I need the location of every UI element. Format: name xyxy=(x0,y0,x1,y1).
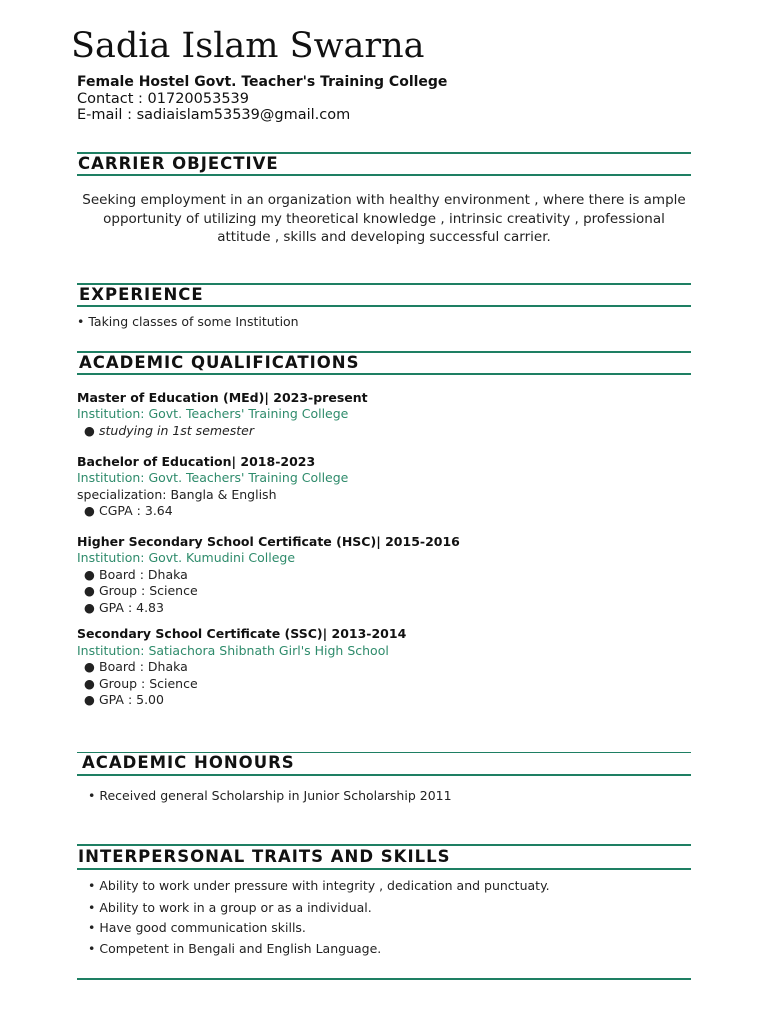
institution-ssc: Institution: Satiachora Shibnath Girl's High School xyxy=(77,643,389,658)
institution-bed: Institution: Govt. Teachers' Training College xyxy=(77,470,349,485)
section-title-experience: EXPERIENCE xyxy=(79,285,204,304)
list-item: ● studying in 1st semester xyxy=(84,423,254,438)
list-item: ● Group : Science xyxy=(84,676,198,691)
section-title-objective: CARRIER OBJECTIVE xyxy=(78,154,279,173)
experience-item: • Taking classes of some Institution xyxy=(77,314,299,329)
list-item: ● Board : Dhaka xyxy=(84,567,188,582)
objective-text: Seeking employment in an organization with healthy environment , where there is ample opportunity of utilizing my theoretical knowledge , intrinsic creativity , professional attitude , skills and developing successful carrier. xyxy=(82,192,686,245)
list-item: ● GPA : 4.83 xyxy=(84,600,164,615)
bullet-icon: ● xyxy=(84,583,95,598)
bullet-icon: ● xyxy=(84,503,95,518)
skill-item: • Ability to work in a group or as a individual. xyxy=(88,900,372,915)
institution-med: Institution: Govt. Teachers' Training College xyxy=(77,406,349,421)
degree-bed: Bachelor of Education| 2018-2023 xyxy=(77,454,316,469)
email-line: E-mail : sadiaislam53539@gmail.com xyxy=(77,107,351,123)
section-header-honours xyxy=(77,752,691,776)
bullet-icon: ● xyxy=(84,423,95,438)
bullet-icon: ● xyxy=(84,692,95,707)
section-title-academic: ACADEMIC QUALIFICATIONS xyxy=(79,353,360,372)
list-item: ● Group : Science xyxy=(84,583,198,598)
skill-item: • Competent in Bengali and English Language. xyxy=(88,941,382,956)
honours-item: • Received general Scholarship in Junior Scholarship 2011 xyxy=(88,788,452,803)
bullet-icon: ● xyxy=(84,567,95,582)
section-header-objective xyxy=(77,152,691,176)
contact-line: Contact : 01720053539 xyxy=(77,91,249,107)
section-header-academic xyxy=(77,351,691,375)
list-item: ● Board : Dhaka xyxy=(84,659,188,674)
skill-item: • Ability to work under pressure with integrity , dedication and punctuaty. xyxy=(88,878,550,893)
bullet-icon: ● xyxy=(84,676,95,691)
section-header-experience xyxy=(77,283,691,307)
bullet-icon: ● xyxy=(84,600,95,615)
section-title-honours: ACADEMIC HONOURS xyxy=(82,753,295,772)
section-title-skills: INTERPERSONAL TRAITS AND SKILLS xyxy=(78,847,451,866)
bottom-divider xyxy=(77,978,691,980)
section-header-skills xyxy=(77,844,691,870)
list-item: ● GPA : 5.00 xyxy=(84,692,164,707)
specialization-bed: specialization: Bangla & English xyxy=(77,487,277,502)
bullet-icon: ● xyxy=(84,659,95,674)
address-line: Female Hostel Govt. Teacher's Training College xyxy=(77,74,448,90)
resume-name: Sadia Islam Swarna xyxy=(71,26,425,66)
degree-med: Master of Education (MEd)| 2023-present xyxy=(77,390,368,405)
degree-hsc: Higher Secondary School Certificate (HSC)| 2015-2016 xyxy=(77,534,460,549)
list-item: ● CGPA : 3.64 xyxy=(84,503,173,518)
institution-hsc: Institution: Govt. Kumudini College xyxy=(77,550,296,565)
degree-ssc: Secondary School Certificate (SSC)| 2013-2014 xyxy=(77,626,407,641)
skill-item: • Have good communication skills. xyxy=(88,920,306,935)
